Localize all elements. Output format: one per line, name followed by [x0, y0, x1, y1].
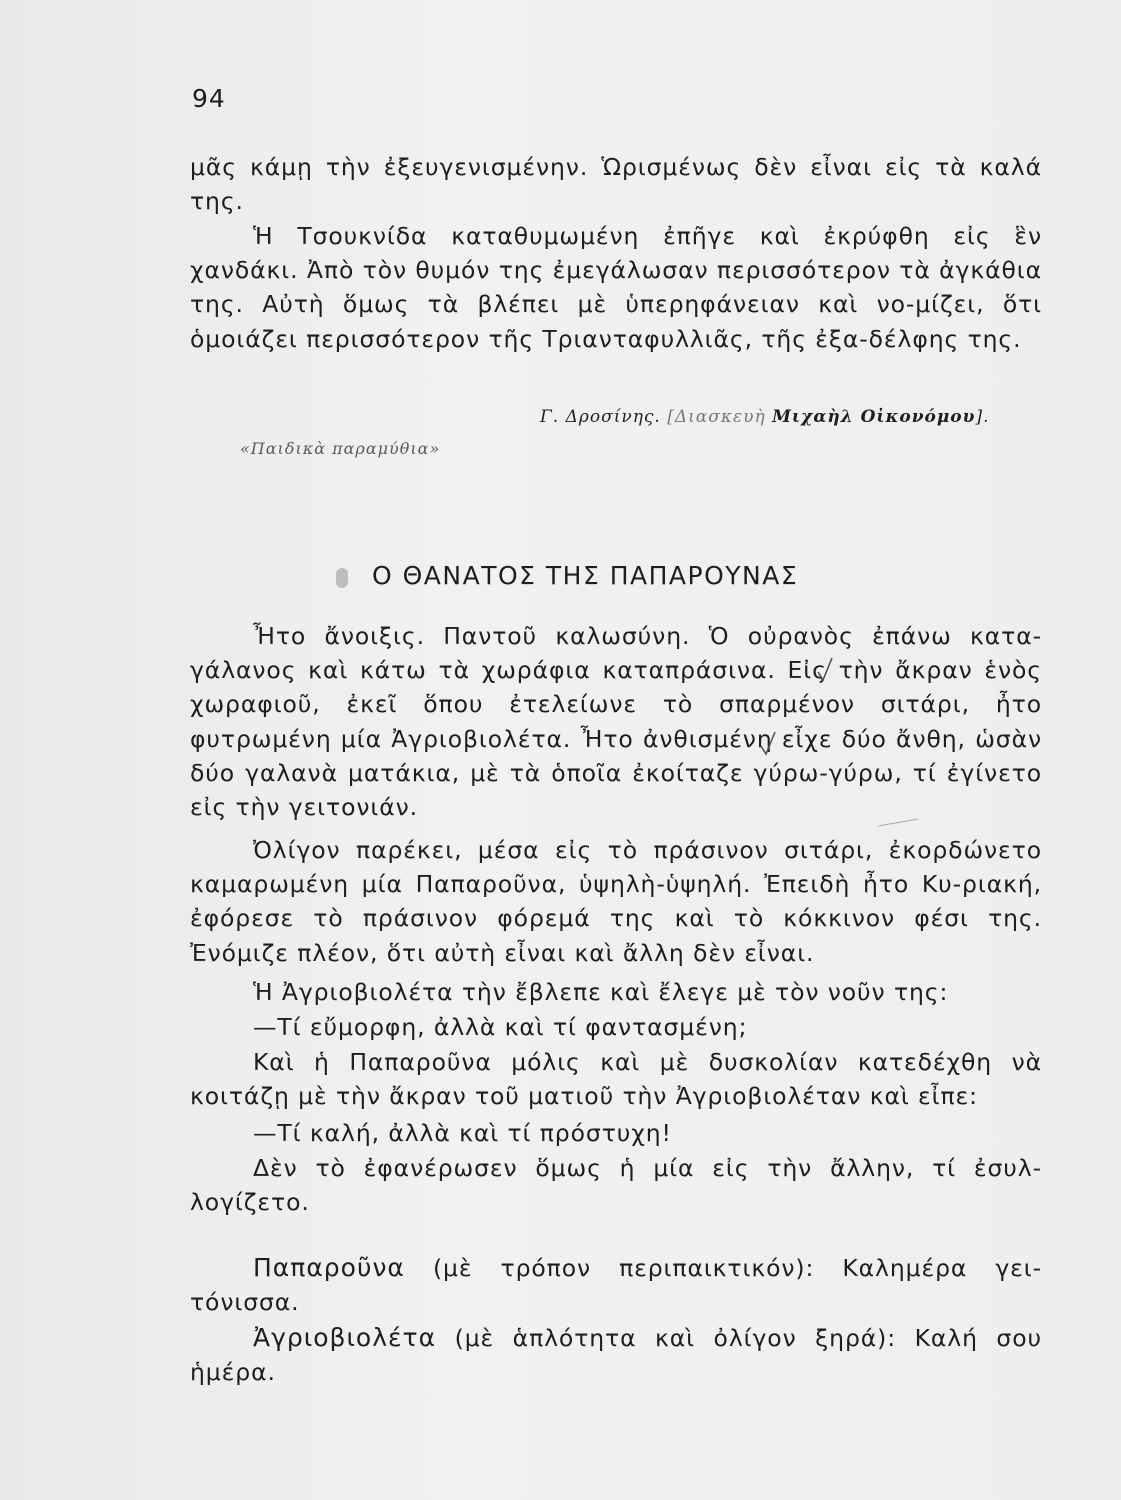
story-paragraph-4: —Τί εὔμορφη, ἀλλὰ καὶ τί φαντασμένη;	[253, 1013, 748, 1041]
ink-blot-mark	[336, 568, 348, 588]
pencil-check-mark	[759, 730, 777, 756]
story-paragraph-7: Δὲν τὸ ἐφανέρωσεν ὅμως ἡ μία εἰς τὴν ἄλλην, τί ἐσυλ-λογίζετο.	[190, 1154, 1042, 1217]
story-paragraph-3: Ἡ Ἀγριοβιολέτα τὴν ἔβλεπε καὶ ἔλεγε μὲ τὸν νοῦν της:	[253, 978, 949, 1006]
paragraph-closing-1: μᾶς κάμῃ τὴν ἐξευγενισμένην. Ὡρισμένως δὲν εἶναι εἰς τὰ καλά της.	[190, 153, 1042, 216]
editor-prefix: [Διασκευὴ	[667, 407, 766, 427]
paragraph-closing-2: Ἡ Τσουκνίδα καταθυμωμένη ἐπῆγε καὶ ἐκρύφθη εἰς ἓν χανδάκι. Ἀπὸ τὸν θυμόν της ἐμεγάλωσαν περισσότερον τὰ ἀγκάθια της. Αὐτὴ ὅμως τὰ βλέπει μὲ ὑπερηφάνειαν καὶ νο-μίζει, ὅτι ὁμοιάζει περισσότερον τῆς Τριανταφυλλιᾶς, τῆς ἐξα-δέλφης της.	[190, 222, 1042, 353]
pencil-check-mark	[816, 656, 834, 682]
story-title: Ο ΘΑΝΑΤΟΣ ΤΗΣ ΠΑΠΑΡΟΥΝΑΣ	[372, 561, 799, 590]
dialogue-text: Καλή σου ἡμέρα.	[190, 1324, 1043, 1387]
dialogue-line-1	[190, 1251, 1042, 1319]
source-title: «Παιδικὰ παραμύθια»	[240, 439, 441, 458]
speaker-name: Ἀγριοβιολέτα	[253, 1323, 437, 1352]
story-paragraph-1: Ἦτο ἄνοιξις. Παντοῦ καλωσύνη. Ὁ οὐρανὸς ἐπάνω κατα-γάλανος καὶ κάτω τὰ χωράφια καταπράσινα. Εἰς τὴν ἄκραν ἑνὸς χωραφιοῦ, ἐκεῖ ὅπου ἐτελείωνε τὸ σπαρμένον σιτάρι, ἦτο φυτρωμένη μία Ἀγριοβιολέτα. Ἦτο ἀνθισμένη εἶχε δύο ἄνθη, ὡσὰν δύο γαλανὰ ματάκια, μὲ τὰ ὁποῖα ἐκοίταζε γύρω-γύρω, τί ἐγίνετο εἰς τὴν γειτονιάν.	[190, 622, 1042, 822]
dialogue-line-2	[190, 1321, 1042, 1389]
stage-direction: (μὲ ἁπλότητα καὶ ὀλίγον ξηρά):	[454, 1324, 897, 1352]
editor-suffix: ].	[975, 407, 990, 427]
stage-direction: (μὲ τρόπον περιπαικτικόν):	[432, 1254, 815, 1282]
story-paragraph-5: Καὶ ἡ Παπαροῦνα μόλις καὶ μὲ δυσκολίαν κατεδέχθη νὰ κοιτάζῃ μὲ τὴν ἄκραν τοῦ ματιοῦ τὴν Ἀγριοβιολέταν καὶ εἶπε:	[190, 1048, 1042, 1111]
dialogue-text: Καλημέρα γει-τόνισσα.	[190, 1254, 1043, 1317]
author-name: Γ. Δροσίνης.	[540, 407, 661, 427]
attribution-line	[540, 407, 989, 427]
editor-name: Μιχαὴλ Οἰκονόμου	[772, 407, 976, 427]
story-paragraph-6: —Τί καλή, ἀλλὰ καὶ τί πρόστυχη!	[253, 1119, 672, 1147]
page-number: 94	[192, 84, 226, 113]
story-paragraph-2: Ὀλίγον παρέκει, μέσα εἰς τὸ πράσινον σιτάρι, ἐκορδώνετο καμαρωμένη μία Παπαροῦνα, ὑψηλὴ-ὑψηλή. Ἐπειδὴ ἦτο Κυ-ριακή, ἐφόρεσε τὸ πράσινον φόρεμά της καὶ τὸ κόκκινον φέσι της. Ἐνόμιζε πλέον, ὅτι αὐτὴ εἶναι καὶ ἄλλη δὲν εἶναι.	[190, 836, 1042, 967]
speaker-name: Παπαροῦνα	[253, 1253, 405, 1282]
